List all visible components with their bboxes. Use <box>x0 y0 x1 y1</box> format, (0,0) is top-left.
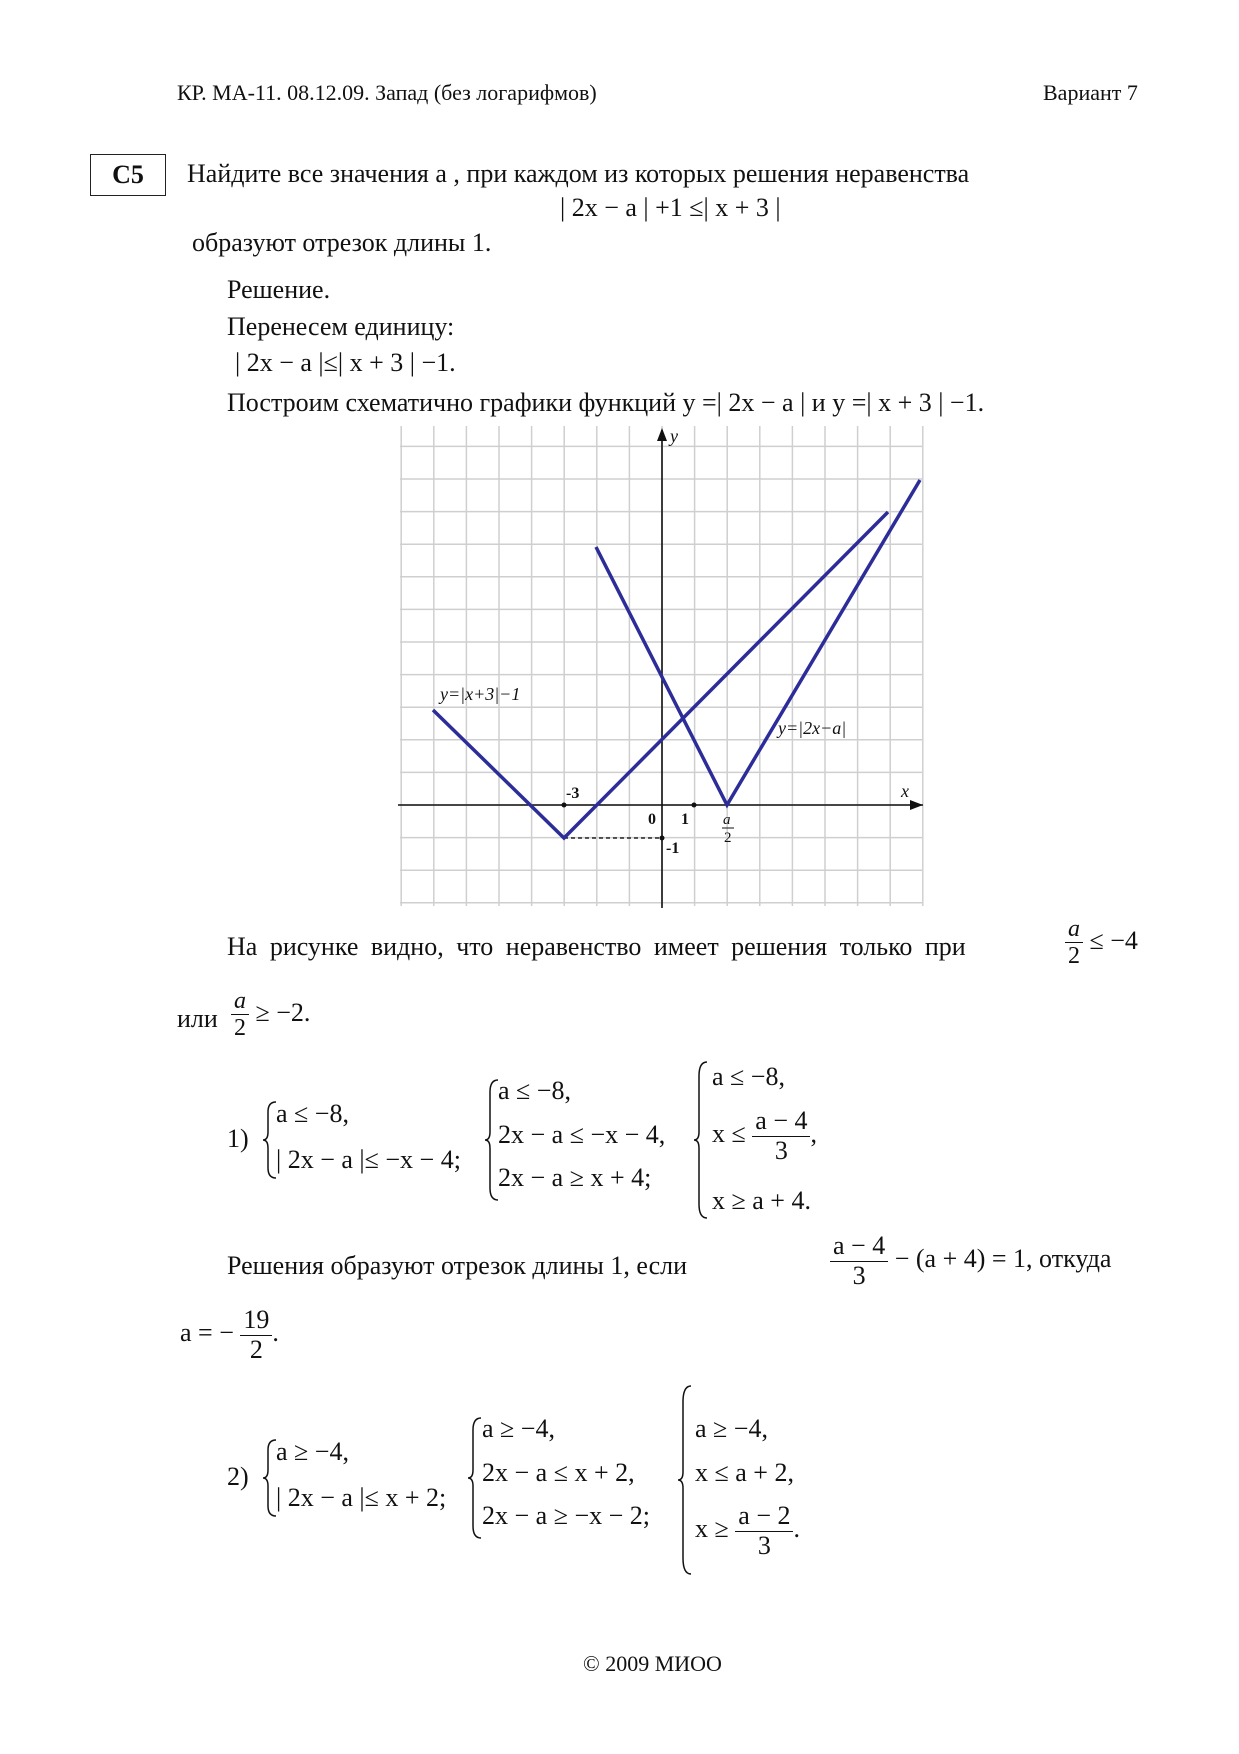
para1-cond1: $\frac{a}{2}$ ≤ −4 <box>1065 916 1138 970</box>
para2-text2: − (a + 4) = 1, откуда <box>894 1244 1112 1274</box>
case1-brace3 <box>693 1060 711 1220</box>
task-line2: образуют отрезок длины 1. <box>192 228 492 257</box>
para1-cond2-text: ≥ −2. <box>255 997 311 1027</box>
para1-cond2: $\frac{a}{2}$ ≥ −2. <box>231 988 310 1042</box>
para2-answer-den: 2 <box>240 1335 272 1365</box>
function-graph <box>398 424 928 908</box>
point-minus1 <box>660 836 665 841</box>
case2-s2-line3: 2x − a ≥ −x − 2; <box>482 1501 651 1530</box>
para2-answer: a = − $\frac{19}{2}$ . <box>180 1305 279 1364</box>
case2-s2-line1: a ≥ −4, <box>482 1414 555 1443</box>
axis-x-label: x <box>901 781 909 801</box>
y-axis-arrow <box>657 428 667 441</box>
point-minus3 <box>562 803 567 808</box>
para2-frac-num: a − 4 <box>833 1231 886 1260</box>
para2-text1: Решения образуют отрезок длины 1, если <box>227 1251 688 1280</box>
case2-s3-line2: x ≤ a + 2, <box>695 1458 794 1487</box>
case2-s3-num: a − 2 <box>738 1501 791 1530</box>
para1-text: На рисунке видно, что неравенство имеет решения только при <box>227 932 966 961</box>
case2-s1-line1: a ≥ −4, <box>276 1437 349 1466</box>
case1-s2-line1: a ≤ −8, <box>498 1076 571 1105</box>
label-right-curve: y=|2x−a| <box>778 718 847 738</box>
case2-s3-line3-pre: x ≥ <box>695 1514 729 1544</box>
case1-s2-line2: 2x − a ≤ −x − 4, <box>498 1120 666 1149</box>
task-label: С5 <box>90 154 166 196</box>
case1-s2-line3: 2x − a ≥ x + 4; <box>498 1163 652 1192</box>
task-inequality: | 2x − a | +1 ≤| x + 3 | <box>560 193 781 222</box>
para2-answer-num: 19 <box>243 1305 270 1334</box>
label-left-curve: y=|x+3|−1 <box>440 684 521 704</box>
para2-frac <box>830 1232 1111 1290</box>
case1-s3-num: a − 4 <box>755 1106 808 1135</box>
case1-s1-line2: | 2x − a |≤ −x − 4; <box>276 1145 461 1174</box>
header-left: КР. МА-11. 08.12.09. Запад (без логарифмов) <box>177 80 597 105</box>
case2-brace3 <box>677 1384 695 1576</box>
tick-a: a <box>723 812 731 828</box>
case2-s3-line3: x ≥ $\frac{a - 2}{3}$ . <box>695 1501 800 1560</box>
case2-s3-den: 3 <box>735 1531 793 1561</box>
para1-cond1-text: ≤ −4 <box>1089 925 1138 955</box>
case1-s3-line2: x ≤ $\frac{a - 4}{3}$ , <box>712 1106 817 1165</box>
x-axis-arrow <box>910 800 923 810</box>
tick-2: 2 <box>724 830 732 846</box>
case1-s3-line3: x ≥ a + 4. <box>712 1186 811 1215</box>
tick-minus3: -3 <box>566 785 580 802</box>
case2-s2-line2: 2x − a ≤ x + 2, <box>482 1458 635 1487</box>
case1-s3-line1: a ≤ −8, <box>712 1062 785 1091</box>
tick-minus1: -1 <box>666 840 680 857</box>
solution-step2: Построим схематично графики функций y =| 2x − a | и y =| x + 3 | −1. <box>227 388 985 417</box>
header-right: Вариант 7 <box>1043 80 1138 105</box>
para2-answer-pre: a = − <box>180 1318 234 1348</box>
para1-or: или <box>177 1004 218 1033</box>
tick-zero: 0 <box>648 811 656 828</box>
footer: © 2009 МИОО <box>583 1651 722 1676</box>
case2-s1-line2: | 2x − a |≤ x + 2; <box>276 1483 447 1512</box>
para2-frac-den: 3 <box>830 1261 888 1291</box>
point-one <box>692 803 697 808</box>
case1-s1-line1: a ≤ −8, <box>276 1099 349 1128</box>
solution-title: Решение. <box>227 275 331 304</box>
axis-y-label: y <box>670 426 678 446</box>
case1-s3-den: 3 <box>752 1136 810 1166</box>
case1-s3-line2-pre: x ≤ <box>712 1119 746 1149</box>
case2-s3-line1: a ≥ −4, <box>695 1414 768 1443</box>
solution-step1-eq: | 2x − a |≤| x + 3 | −1. <box>235 348 456 377</box>
tick-one: 1 <box>681 811 689 828</box>
case1-label: 1) <box>227 1124 249 1153</box>
case2-label: 2) <box>227 1462 249 1491</box>
solution-step1: Перенесем единицу: <box>227 312 455 341</box>
task-line1: Найдите все значения a , при каждом из которых решения неравенства <box>187 159 970 188</box>
